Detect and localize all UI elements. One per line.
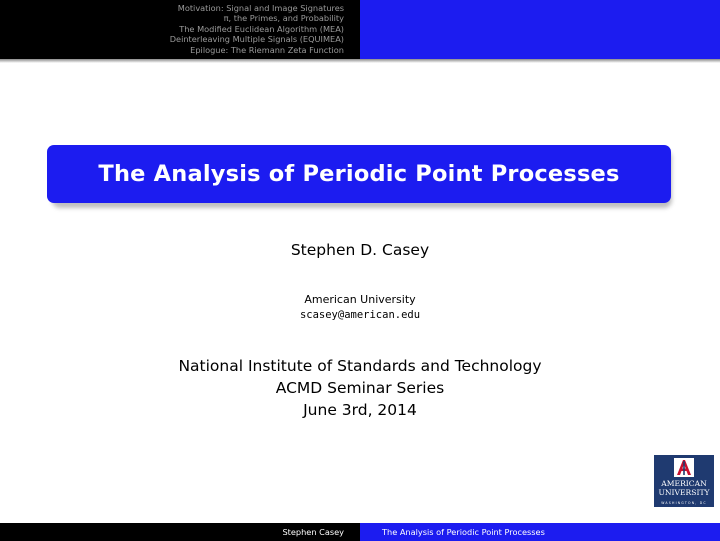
- header-nav-right-panel: [360, 0, 720, 59]
- title-block: [47, 145, 671, 203]
- event-block: [0, 355, 720, 421]
- institute-name: American University: [304, 293, 416, 306]
- footer-author: Stephen Casey: [282, 527, 344, 537]
- event-series: ACMD Seminar Series: [275, 379, 445, 397]
- event-date: June 3rd, 2014: [303, 401, 417, 419]
- author-email[interactable]: scasey@american.edu: [299, 309, 421, 321]
- author-name: Stephen D. Casey: [290, 241, 430, 259]
- american-university-logo: [654, 455, 714, 507]
- logo-text-american: AMERICAN: [661, 479, 707, 488]
- nav-item-epilogue[interactable]: Epilogue: The Riemann Zeta Function: [190, 44, 344, 55]
- header-nav-left-panel: [0, 0, 360, 59]
- footer-title-panel: [360, 523, 720, 541]
- logo-text-university: UNIVERSITY: [658, 488, 710, 497]
- nav-item-mea[interactable]: The Modified Euclidean Algorithm (MEA): [179, 23, 344, 34]
- footer-author-panel: [0, 523, 360, 541]
- header-divider: [0, 59, 720, 63]
- university-emblem-icon: [674, 458, 694, 477]
- presentation-title: The Analysis of Periodic Point Processes: [98, 161, 620, 187]
- event-organization: National Institute of Standards and Technology: [178, 357, 542, 375]
- logo-text-location: WASHINGTON, DC: [661, 501, 707, 505]
- header-nav-bar: [0, 0, 720, 59]
- nav-item-motivation[interactable]: Motivation: Signal and Image Signatures: [177, 3, 344, 13]
- nav-item-equimea[interactable]: Deinterleaving Multiple Signals (EQUIMEA): [169, 34, 344, 45]
- section-navigation: [170, 3, 344, 55]
- nav-item-pi-primes[interactable]: π, the Primes, and Probability: [223, 13, 344, 24]
- footer-title: The Analysis of Periodic Point Processes: [382, 527, 545, 537]
- footer-bar: [0, 523, 720, 541]
